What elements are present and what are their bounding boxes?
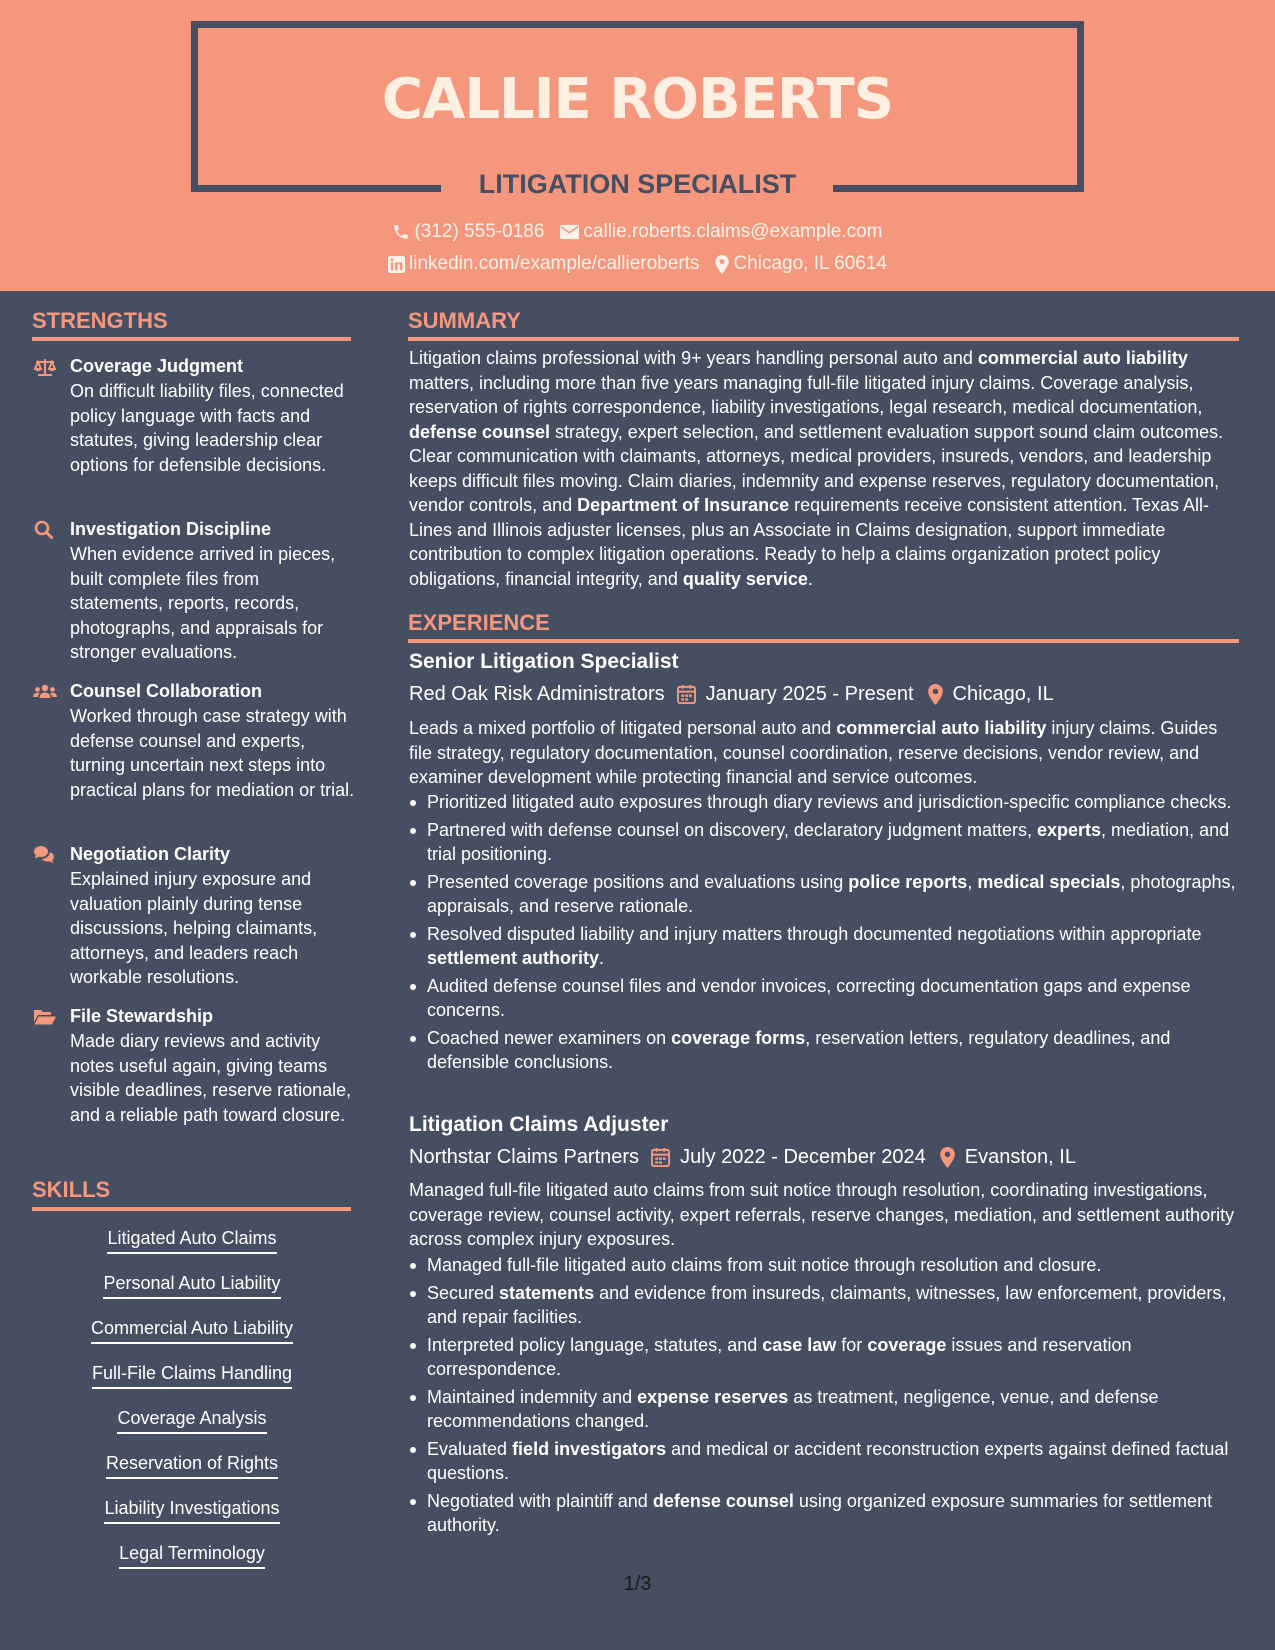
- job-bullets: [409, 1253, 1239, 1541]
- job-company: Red Oak Risk Administrators: [409, 683, 665, 705]
- job-intro: Leads a mixed portfolio of litigated personal auto and commercial auto liability injury claims. Guides file strategy, regulatory documentation, counsel coordination, reserve decisions, vendor review, and examiner development while protecting financial and service outcomes.: [409, 718, 1218, 787]
- strength-description: Made diary reviews and activity notes useful again, giving teams visible deadlines, reserve rationale, and a reliable path toward closure.: [70, 1031, 352, 1125]
- skill-item: Liability Investigations: [33, 1497, 351, 1524]
- email-contact[interactable]: [560, 220, 882, 244]
- skill-item: Litigated Auto Claims: [33, 1227, 351, 1254]
- summary-heading: SUMMARY: [408, 308, 521, 333]
- bullet-item: Coached newer examiners on coverage forms, reservation letters, regulatory deadlines, and defensible conclusions.: [409, 1026, 1239, 1075]
- location-text: Chicago, IL 60614: [733, 253, 887, 274]
- skill-item: Personal Auto Liability: [33, 1272, 351, 1299]
- bullet-item: Partnered with defense counsel on discovery, declaratory judgment matters, experts, mediation, and trial positioning.: [409, 818, 1239, 867]
- skills-heading: SKILLS: [32, 1177, 111, 1202]
- skill-item: Full-File Claims Handling: [33, 1362, 351, 1389]
- balance-scale-icon: [33, 357, 57, 377]
- skill-item: Coverage Analysis: [33, 1407, 351, 1434]
- calendar-icon: [651, 1147, 670, 1167]
- bullet-item: Presented coverage positions and evaluations using police reports, medical specials, photographs, appraisals, and reserve rationale.: [409, 870, 1239, 919]
- job-meta: [409, 1145, 1076, 1169]
- bullet-item: Audited defense counsel files and vendor invoices, correcting documentation gaps and expense concerns.: [409, 974, 1239, 1023]
- job-intro: Managed full-file litigated auto claims from suit notice through resolution, coordinating investigations, coverage review, counsel activity, expert referrals, reserve changes, mediation, and settlement authority across complex injury exposures.: [409, 1180, 1235, 1249]
- strength-description: Explained injury exposure and valuation plainly during tense discussions, helping claimants, attorneys, and leaders reach workable resolutions.: [70, 869, 318, 987]
- header-band: [0, 0, 1275, 291]
- experience-heading: EXPERIENCE: [408, 610, 550, 635]
- skills-rule: [32, 1207, 351, 1211]
- envelope-icon: [560, 224, 579, 240]
- bullet-item: Prioritized litigated auto exposures through diary reviews and jurisdiction-specific compliance checks.: [409, 790, 1239, 815]
- candidate-title: LITIGATION SPECIALIST: [478, 169, 797, 199]
- bullet-item: Interpreted policy language, statutes, and case law for coverage issues and reservation correspondence.: [409, 1333, 1239, 1382]
- strength-item: [33, 518, 353, 668]
- linkedin-contact[interactable]: [388, 252, 699, 276]
- strength-title: File Stewardship: [70, 1006, 214, 1026]
- strength-description: Worked through case strategy with defense counsel and experts, turning uncertain next steps into practical plans for mediation or trial.: [70, 706, 355, 800]
- magnifier-icon: [33, 520, 57, 540]
- job-bullets: [409, 790, 1239, 1078]
- location-contact: [715, 252, 887, 276]
- job-title: Senior Litigation Specialist: [409, 650, 679, 673]
- strength-title: Negotiation Clarity: [70, 844, 231, 864]
- page-number: 1/3: [623, 1573, 652, 1595]
- map-pin-icon: [928, 684, 943, 705]
- strengths-rule: [32, 337, 351, 341]
- bullet-item: Maintained indemnity and expense reserves as treatment, negligence, venue, and defense recommendations changed.: [409, 1385, 1239, 1434]
- strength-title: Investigation Discipline: [70, 519, 272, 539]
- job-title: Litigation Claims Adjuster: [409, 1113, 669, 1136]
- job-location: Chicago, IL: [952, 683, 1054, 705]
- job-dates: January 2025 - Present: [705, 683, 914, 705]
- job-dates: July 2022 - December 2024: [680, 1146, 926, 1168]
- strength-item: [33, 843, 353, 993]
- strength-title: Counsel Collaboration: [70, 681, 263, 701]
- folder-open-icon: [33, 1007, 57, 1027]
- strength-description: On difficult liability files, connected policy language with facts and statutes, giving leadership clear options for defensible decisions.: [70, 381, 344, 475]
- linkedin-text[interactable]: linkedin.com/example/callieroberts: [409, 253, 700, 274]
- bullet-item: Negotiated with plaintiff and defense counsel using organized exposure summaries for settlement authority.: [409, 1489, 1239, 1538]
- people-group-icon: [33, 682, 57, 702]
- job-meta: [409, 682, 1054, 706]
- email-text[interactable]: callie.roberts.claims@example.com: [583, 221, 883, 242]
- strength-description: When evidence arrived in pieces, built complete files from statements, reports, records, photographs, and appraisals for stronger evaluations.: [70, 544, 336, 662]
- contact-row-2: [0, 252, 1275, 276]
- summary-text: Litigation claims professional with 9+ years handling personal auto and commercial auto liability matters, including more than five years managing full-file litigated injury claims. Coverage analysis, reservation of rights correspondence, liability investigations, legal research, medical documentation, defense counsel strategy, expert selection, and settlement evaluation support sound claim outcomes. Clear communication with claimants, attorneys, medical providers, insureds, vendors, and leadership keeps difficult files moving. Claim diaries, indemnity and expense reserves, regulatory documentation, vendor controls, and Department of Insurance requirements receive consistent attention. Texas All-Lines and Illinois adjuster licenses, plus an Associate in Claims designation, support immediate contribution to complex litigation operations. Ready to help a claims organization protect policy obligations, financial integrity, and quality service.: [409, 348, 1224, 589]
- contact-row-1: [0, 220, 1275, 244]
- job-company: Northstar Claims Partners: [409, 1146, 640, 1168]
- skill-item: Commercial Auto Liability: [33, 1317, 351, 1344]
- chat-bubbles-icon: [33, 845, 57, 865]
- strength-item: [33, 680, 353, 830]
- skill-item: Legal Terminology: [33, 1542, 351, 1569]
- job-location: Evanston, IL: [964, 1146, 1076, 1168]
- bullet-item: Evaluated field investigators and medical or accident reconstruction experts against defined factual questions.: [409, 1437, 1239, 1486]
- experience-rule: [408, 639, 1239, 643]
- strength-item: [33, 355, 353, 505]
- strength-title: Coverage Judgment: [70, 356, 244, 376]
- phone-contact: [392, 220, 544, 244]
- bullet-item: Managed full-file litigated auto claims from suit notice through resolution and closure.: [409, 1253, 1239, 1278]
- bullet-item: Secured statements and evidence from insureds, claimants, witnesses, law enforcement, providers, and repair facilities.: [409, 1281, 1239, 1330]
- strength-item: [33, 1005, 353, 1155]
- map-pin-icon: [715, 255, 729, 274]
- linkedin-icon: [388, 256, 405, 273]
- map-pin-icon: [940, 1147, 955, 1168]
- strengths-heading: STRENGTHS: [32, 308, 168, 333]
- summary-rule: [408, 337, 1239, 341]
- calendar-icon: [677, 684, 696, 704]
- phone-icon: [392, 223, 410, 241]
- skill-item: Reservation of Rights: [33, 1452, 351, 1479]
- candidate-name: CALLIE ROBERTS: [381, 67, 894, 132]
- bullet-item: Resolved disputed liability and injury matters through documented negotiations within appropriate settlement authority.: [409, 922, 1239, 971]
- phone-text: (312) 555-0186: [414, 221, 545, 242]
